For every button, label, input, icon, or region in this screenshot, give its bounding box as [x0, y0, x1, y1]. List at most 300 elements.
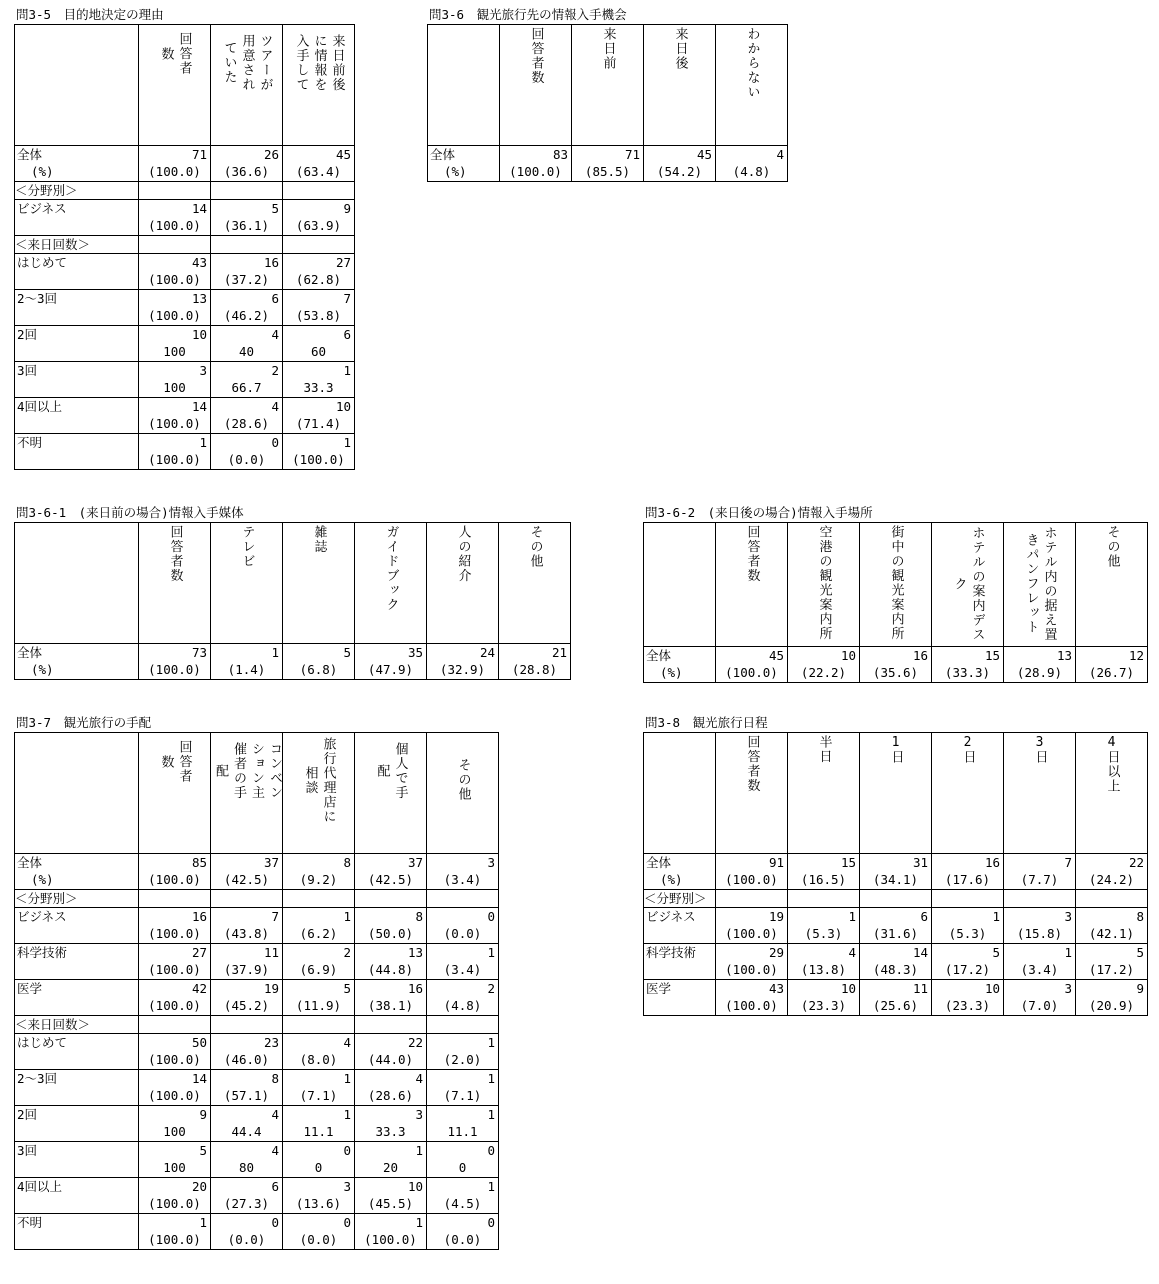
value-cell [139, 944, 211, 980]
count-value: 4 [415, 1071, 423, 1086]
percent-value: (100.0) [148, 872, 201, 887]
value-cell [211, 326, 283, 362]
value-cell [716, 854, 788, 890]
column-header [572, 25, 644, 146]
column-header [1004, 523, 1076, 647]
table-title: 問3-6-1 (来日前の場合)情報入手媒体 [16, 505, 244, 520]
table-row [15, 1178, 499, 1214]
column-header-label: コンベンション主催者の手配 [213, 742, 282, 800]
percent-value: (27.3) [223, 1196, 270, 1211]
value-cell [139, 1070, 211, 1106]
data-table [643, 522, 1148, 683]
percent-value: (100.0) [148, 164, 201, 179]
table-title: 問3-6-2 (来日後の場合)情報入手場所 [645, 505, 873, 520]
column-header [860, 733, 932, 854]
table-row [15, 146, 355, 182]
count-value: 5 [343, 645, 351, 660]
percent-value: (2.0) [443, 1052, 482, 1067]
column-header-label: 個人で手配 [374, 742, 408, 800]
table-row [644, 908, 1148, 944]
header-row [15, 733, 499, 854]
value-cell [139, 854, 211, 890]
percent-value: (100.0) [148, 998, 201, 1013]
row-label-unit: (%) [660, 872, 683, 887]
value-cell [788, 908, 860, 944]
count-value: 16 [407, 981, 423, 996]
corner-cell [644, 733, 716, 854]
count-value: 19 [263, 981, 279, 996]
value-cell [860, 854, 932, 890]
percent-value: (44.0) [367, 1052, 414, 1067]
percent-value: (13.8) [800, 962, 847, 977]
row-label-text: 3回 [17, 1143, 38, 1158]
value-cell [932, 647, 1004, 683]
count-value: 1 [343, 1107, 351, 1122]
percent-value: (0.0) [443, 1232, 482, 1247]
count-value: 85 [191, 855, 207, 870]
percent-value: (100.0) [148, 1052, 201, 1067]
data-table [14, 522, 571, 680]
row-label-text: 全体 [17, 147, 43, 162]
count-value: 22 [407, 1035, 423, 1050]
value-cell [788, 944, 860, 980]
count-value: 15 [984, 648, 1000, 663]
empty-cell [1004, 890, 1076, 908]
value-cell [427, 1142, 499, 1178]
count-value: 1 [271, 645, 279, 660]
value-cell [283, 434, 355, 470]
count-value: 4 [776, 147, 784, 162]
count-value: 4 [271, 399, 279, 414]
percent-value: (48.3) [872, 962, 919, 977]
value-cell [572, 146, 644, 182]
value-cell [427, 944, 499, 980]
empty-cell [283, 1016, 355, 1034]
row-label-text: 不明 [17, 435, 43, 450]
value-cell [283, 1178, 355, 1214]
value-cell [139, 200, 211, 236]
table-q3-6-info-opportunity [427, 7, 788, 182]
table-title: 問3-5 目的地決定の理由 [16, 7, 164, 22]
percent-value: (37.2) [223, 272, 270, 287]
row-label-unit [15, 217, 138, 234]
percent-value: (1.4) [227, 662, 266, 677]
table-row [15, 254, 355, 290]
column-header-label: 回答者数 [744, 735, 760, 793]
row-label [15, 1142, 139, 1178]
row-label [15, 644, 139, 680]
value-cell [427, 1070, 499, 1106]
count-value: 8 [415, 909, 423, 924]
header-row [428, 25, 788, 146]
value-cell [1076, 854, 1148, 890]
count-value: 1 [415, 1143, 423, 1158]
row-label-text: 科学技術 [17, 945, 68, 960]
percent-value: 33.3 [303, 380, 334, 395]
percent-value: (53.8) [295, 308, 342, 323]
percent-value: (71.4) [295, 416, 342, 431]
percent-value: 40 [238, 344, 255, 359]
value-cell [355, 1214, 427, 1250]
count-value: 1 [1064, 945, 1072, 960]
value-cell [427, 854, 499, 890]
value-cell [139, 398, 211, 434]
percent-value: (6.9) [299, 962, 338, 977]
row-label-text: ビジネス [646, 909, 696, 924]
column-header [211, 523, 283, 644]
percent-value: (42.5) [367, 872, 414, 887]
table-title: 問3-8 観光旅行日程 [645, 715, 768, 730]
percent-value: (50.0) [367, 926, 414, 941]
column-header-label: 旅行代理店に相談 [302, 736, 336, 824]
row-label [644, 908, 716, 944]
row-label-unit [15, 343, 138, 360]
row-label-unit [15, 1123, 138, 1140]
count-value: 14 [191, 399, 207, 414]
value-cell [139, 434, 211, 470]
row-label [15, 200, 139, 236]
percent-value: (28.8) [511, 662, 558, 677]
section-row [644, 890, 1148, 908]
value-cell [427, 1214, 499, 1250]
row-label-unit [644, 961, 715, 978]
count-value: 10 [191, 327, 207, 342]
value-cell [139, 908, 211, 944]
count-value: 73 [191, 645, 207, 660]
count-value: 45 [335, 147, 351, 162]
count-value: 4 [271, 327, 279, 342]
count-value: 0 [271, 435, 279, 450]
value-cell [283, 146, 355, 182]
value-cell [139, 1214, 211, 1250]
row-label-text: 2回 [17, 327, 38, 342]
column-header-label: 来日前 [600, 27, 616, 71]
column-header-number: 3 [1035, 735, 1044, 750]
column-header-label: ホテルの案内デスク [951, 526, 985, 642]
count-value: 45 [768, 648, 784, 663]
row-label-unit: (%) [31, 164, 54, 179]
value-cell [283, 362, 355, 398]
value-cell [211, 854, 283, 890]
row-label [644, 647, 716, 683]
row-label [15, 434, 139, 470]
percent-value: 0 [314, 1160, 323, 1175]
value-cell [283, 326, 355, 362]
data-table [643, 732, 1148, 1016]
row-label [15, 1034, 139, 1070]
value-cell [788, 647, 860, 683]
count-value: 91 [768, 855, 784, 870]
percent-value: (43.8) [223, 926, 270, 941]
percent-value: (23.3) [800, 998, 847, 1013]
percent-value: (100.0) [725, 962, 778, 977]
percent-value: (31.6) [872, 926, 919, 941]
row-label [15, 326, 139, 362]
count-value: 14 [912, 945, 928, 960]
percent-value: (28.6) [223, 416, 270, 431]
column-header [499, 523, 571, 644]
count-value: 0 [343, 1143, 351, 1158]
row-label-text: はじめて [17, 1035, 68, 1050]
count-value: 13 [1056, 648, 1072, 663]
value-cell [139, 326, 211, 362]
column-header-label: ツアーが用意されていた [221, 34, 273, 92]
count-value: 0 [271, 1215, 279, 1230]
value-cell [860, 908, 932, 944]
count-value: 1 [415, 1215, 423, 1230]
table-row [15, 434, 355, 470]
column-header-label: 来日前後に情報を入手して [293, 34, 345, 92]
value-cell [211, 200, 283, 236]
column-header-label: 半日 [816, 735, 832, 764]
value-cell [283, 200, 355, 236]
percent-value: (9.2) [299, 872, 338, 887]
row-label-unit [15, 379, 138, 396]
count-value: 9 [1136, 981, 1144, 996]
percent-value: (100.0) [509, 164, 562, 179]
count-value: 10 [984, 981, 1000, 996]
percent-value: (42.5) [223, 872, 270, 887]
corner-cell [15, 733, 139, 854]
column-header [860, 523, 932, 647]
row-label-unit [15, 1087, 138, 1104]
value-cell [788, 854, 860, 890]
column-header-label: 回答者数 [744, 525, 760, 583]
section-row [15, 890, 499, 908]
count-value: 21 [551, 645, 567, 660]
percent-value: (4.8) [732, 164, 771, 179]
value-cell [716, 908, 788, 944]
percent-value: (100.0) [725, 872, 778, 887]
table-row [644, 944, 1148, 980]
value-cell [427, 1034, 499, 1070]
row-label [15, 908, 139, 944]
value-cell [139, 980, 211, 1016]
count-value: 3 [487, 855, 495, 870]
column-header [788, 733, 860, 854]
percent-value: (36.6) [223, 164, 270, 179]
row-label-text: 不明 [17, 1215, 43, 1230]
count-value: 1 [487, 1071, 495, 1086]
value-cell [644, 146, 716, 182]
row-label-text: 4回以上 [17, 1179, 63, 1194]
value-cell [283, 1070, 355, 1106]
column-header [716, 25, 788, 146]
count-value: 2 [487, 981, 495, 996]
row-label-text: 科学技術 [646, 945, 697, 960]
count-value: 3 [1064, 981, 1072, 996]
empty-cell [355, 1016, 427, 1034]
column-header-number: 1 [891, 735, 900, 750]
percent-value: (24.2) [1088, 872, 1135, 887]
row-label-text: ビジネス [17, 909, 67, 924]
column-header [139, 25, 211, 146]
row-label-unit: (%) [444, 164, 467, 179]
value-cell [139, 146, 211, 182]
count-value: 43 [191, 255, 207, 270]
column-header [788, 523, 860, 647]
count-value: 5 [343, 981, 351, 996]
row-label-unit [15, 1051, 138, 1068]
table-row [15, 362, 355, 398]
value-cell [860, 980, 932, 1016]
value-cell [139, 254, 211, 290]
column-header [500, 25, 572, 146]
percent-value: (3.4) [443, 962, 482, 977]
count-value: 6 [343, 327, 351, 342]
column-header-label: その他 [527, 525, 543, 569]
count-value: 19 [768, 909, 784, 924]
column-header-label: 回答者数 [158, 740, 192, 784]
empty-cell [139, 1016, 211, 1034]
column-header [644, 25, 716, 146]
count-value: 4 [343, 1035, 351, 1050]
value-cell [211, 398, 283, 434]
empty-cell [1076, 890, 1148, 908]
column-header [1076, 733, 1148, 854]
count-value: 29 [768, 945, 784, 960]
value-cell [355, 644, 427, 680]
percent-value: (100.0) [148, 662, 201, 677]
row-label-unit [15, 415, 138, 432]
row-label-unit [644, 997, 715, 1014]
percent-value: (15.8) [1016, 926, 1063, 941]
row-label-text: 全体 [646, 648, 672, 663]
count-value: 1 [199, 1215, 207, 1230]
empty-cell [283, 182, 355, 200]
count-value: 0 [487, 1143, 495, 1158]
value-cell [860, 944, 932, 980]
count-value: 11 [263, 945, 279, 960]
row-label [15, 290, 139, 326]
percent-value: 20 [382, 1160, 399, 1175]
row-label-unit: (%) [31, 872, 54, 887]
percent-value: (100.0) [148, 926, 201, 941]
percent-value: (37.9) [223, 962, 270, 977]
row-label-unit [15, 997, 138, 1014]
value-cell [283, 944, 355, 980]
count-value: 1 [992, 909, 1000, 924]
table-row [428, 146, 788, 182]
value-cell [283, 290, 355, 326]
count-value: 9 [199, 1107, 207, 1122]
table-row [15, 398, 355, 434]
count-value: 71 [191, 147, 207, 162]
row-label-unit [15, 271, 138, 288]
percent-value: (7.1) [443, 1088, 482, 1103]
count-value: 5 [199, 1143, 207, 1158]
column-header [716, 733, 788, 854]
table-row [15, 1214, 499, 1250]
percent-value: (28.6) [367, 1088, 414, 1103]
count-value: 1 [487, 1035, 495, 1050]
percent-value: (63.4) [295, 164, 342, 179]
empty-cell [211, 182, 283, 200]
percent-value: (17.2) [1088, 962, 1135, 977]
value-cell [139, 362, 211, 398]
value-cell [1004, 854, 1076, 890]
value-cell [932, 854, 1004, 890]
percent-value: (16.5) [800, 872, 847, 887]
value-cell [283, 644, 355, 680]
empty-cell [716, 890, 788, 908]
percent-value: (34.1) [872, 872, 919, 887]
column-header-label: 雑誌 [311, 525, 327, 554]
percent-value: (0.0) [227, 1232, 266, 1247]
data-table [427, 24, 788, 182]
table-row [15, 200, 355, 236]
row-label-unit [15, 451, 138, 468]
column-header [932, 523, 1004, 647]
count-value: 26 [263, 147, 279, 162]
value-cell [355, 1034, 427, 1070]
value-cell [211, 1106, 283, 1142]
column-header-label: テレビ [239, 525, 255, 569]
count-value: 1 [487, 945, 495, 960]
percent-value: (35.6) [872, 665, 919, 680]
row-label [15, 1106, 139, 1142]
value-cell [211, 980, 283, 1016]
row-label [15, 398, 139, 434]
value-cell [1076, 944, 1148, 980]
empty-cell [788, 890, 860, 908]
count-value: 4 [848, 945, 856, 960]
value-cell [1004, 980, 1076, 1016]
value-cell [716, 647, 788, 683]
row-label [15, 980, 139, 1016]
row-label-unit: (%) [660, 665, 683, 680]
empty-cell [860, 890, 932, 908]
section-label: ＜分野別＞ [644, 890, 716, 908]
value-cell [1004, 908, 1076, 944]
count-value: 0 [487, 1215, 495, 1230]
count-value: 8 [271, 1071, 279, 1086]
count-value: 16 [912, 648, 928, 663]
corner-cell [428, 25, 500, 146]
count-value: 1 [848, 909, 856, 924]
value-cell [211, 1142, 283, 1178]
value-cell [1076, 980, 1148, 1016]
row-label-text: ビジネス [17, 201, 67, 216]
value-cell [211, 1178, 283, 1214]
percent-value: (46.2) [223, 308, 270, 323]
value-cell [932, 980, 1004, 1016]
column-header-label: 回答者数 [158, 32, 192, 76]
count-value: 4 [271, 1143, 279, 1158]
row-label [15, 362, 139, 398]
column-header [716, 523, 788, 647]
count-value: 83 [552, 147, 568, 162]
row-label-text: 2～3回 [17, 1071, 58, 1086]
value-cell [283, 1034, 355, 1070]
value-cell [211, 1070, 283, 1106]
column-header-label: 街中の観光案内所 [888, 525, 904, 641]
count-value: 9 [343, 201, 351, 216]
percent-value: 100 [163, 1160, 186, 1175]
row-label-text: 全体 [646, 855, 672, 870]
row-label-unit [15, 961, 138, 978]
count-value: 3 [415, 1107, 423, 1122]
count-value: 23 [263, 1035, 279, 1050]
value-cell [211, 146, 283, 182]
value-cell [139, 1178, 211, 1214]
percent-value: 100 [163, 344, 186, 359]
percent-value: (100.0) [725, 926, 778, 941]
row-label-text: 医学 [17, 981, 43, 996]
empty-cell [427, 1016, 499, 1034]
percent-value: (6.8) [299, 662, 338, 677]
value-cell [355, 1142, 427, 1178]
